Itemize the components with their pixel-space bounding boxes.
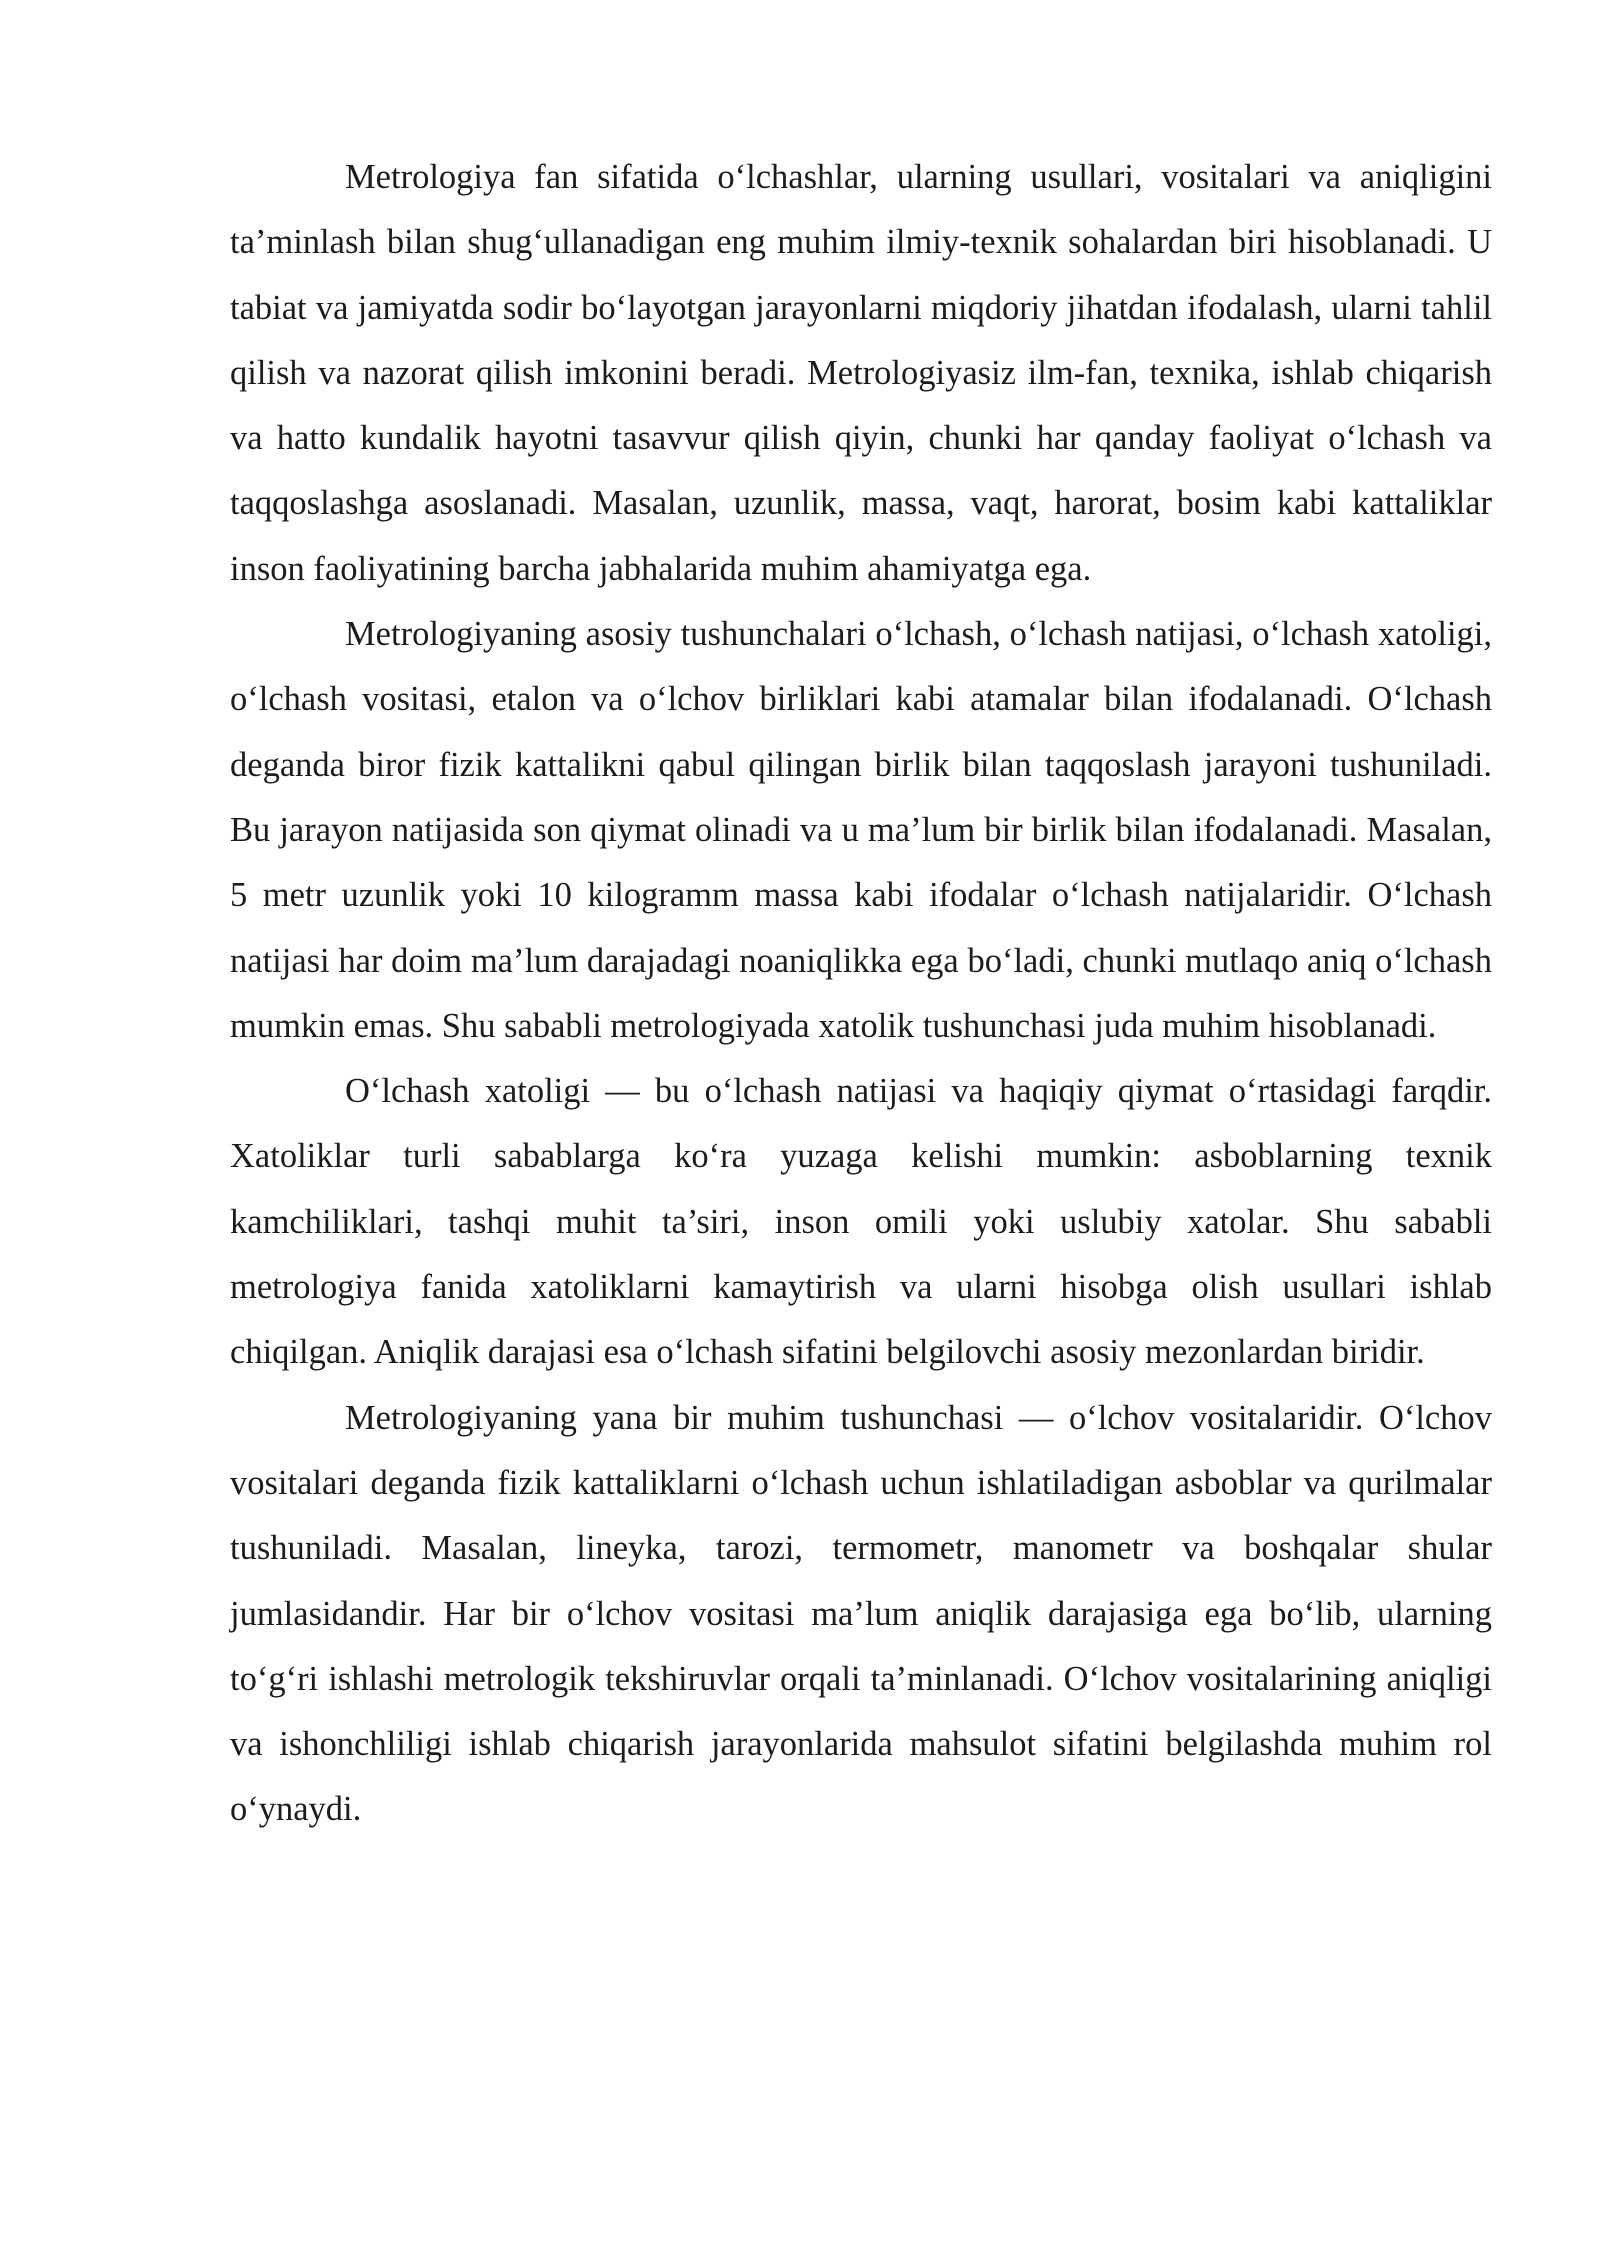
paragraph-4: Metrologiyaning yana bir muhim tushunchasi — o‘lchov vositalaridir. O‘lchov vositalari deganda fizik kattaliklarni o‘lchash uchun ishlatiladigan asboblar va qurilmalar tushuniladi. Masalan, lineyka, tarozi, termometr, manometr va boshqalar shular jumlasidandir. Har bir o‘lchov vositasi ma’lum aniqlik darajasiga ega bo‘lib, ularning to‘g‘ri ishlashi metrologik tekshiruvlar orqali ta’minlanadi. O‘lchov vositalarining aniqligi va ishonchliligi ishlab chiqarish jarayonlarida mahsulot sifatini belgilashda muhim rol o‘ynaydi. [230, 1398, 1492, 1829]
paragraph-2: Metrologiyaning asosiy tushunchalari o‘lchash, o‘lchash natijasi, o‘lchash xatoligi, o‘lchash vositasi, etalon va o‘lchov birliklari kabi atamalar bilan ifodalanadi. O‘lchash deganda biror fizik kattalikni qabul qilingan birlik bilan taqqoslash jarayoni tushuniladi. Bu jarayon natijasida son qiymat olinadi va u ma’lum bir birlik bilan ifodalanadi. Masalan, 5 metr uzunlik yoki 10 kilogramm massa kabi ifodalar o‘lchash natijalaridir. O‘lchash natijasi har doim ma’lum darajadagi noaniqlikka ega bo‘ladi, chunki mutlaqo aniq o‘lchash mumkin emas. Shu sababli metrologiyada xatolik tushunchasi juda muhim hisoblanadi. [230, 615, 1492, 1045]
document-page [230, 145, 1492, 1843]
paragraph-3: O‘lchash xatoligi — bu o‘lchash natijasi va haqiqiy qiymat o‘rtasidagi farqdir. Xatoliklar turli sabablarga ko‘ra yuzaga kelishi mumkin: asboblarning texnik kamchiliklari, tashqi muhit ta’siri, inson omili yoki uslubiy xatolar. Shu sababli metrologiya fanida xatoliklarni kamaytirish va ularni hisobga olish usullari ishlab chiqilgan. Aniqlik darajasi esa o‘lchash sifatini belgilovchi asosiy mezonlardan biridir. [230, 1072, 1492, 1372]
paragraph-1: Metrologiya fan sifatida o‘lchashlar, ularning usullari, vositalari va aniqligini ta’minlash bilan shug‘ullanadigan eng muhim ilmiy-texnik sohalardan biri hisoblanadi. U tabiat va jamiyatda sodir bo‘layotgan jarayonlarni miqdoriy jihatdan ifodalash, ularni tahlil qilish va nazorat qilish imkonini beradi. Metrologiyasiz ilm-fan, texnika, ishlab chiqarish va hatto kundalik hayotni tasavvur qilish qiyin, chunki har qanday faoliyat o‘lchash va taqqoslashga asoslanadi. Masalan, uzunlik, massa, vaqt, harorat, bosim kabi kattaliklar inson faoliyatining barcha jabhalarida muhim ahamiyatga ega. [230, 158, 1492, 588]
